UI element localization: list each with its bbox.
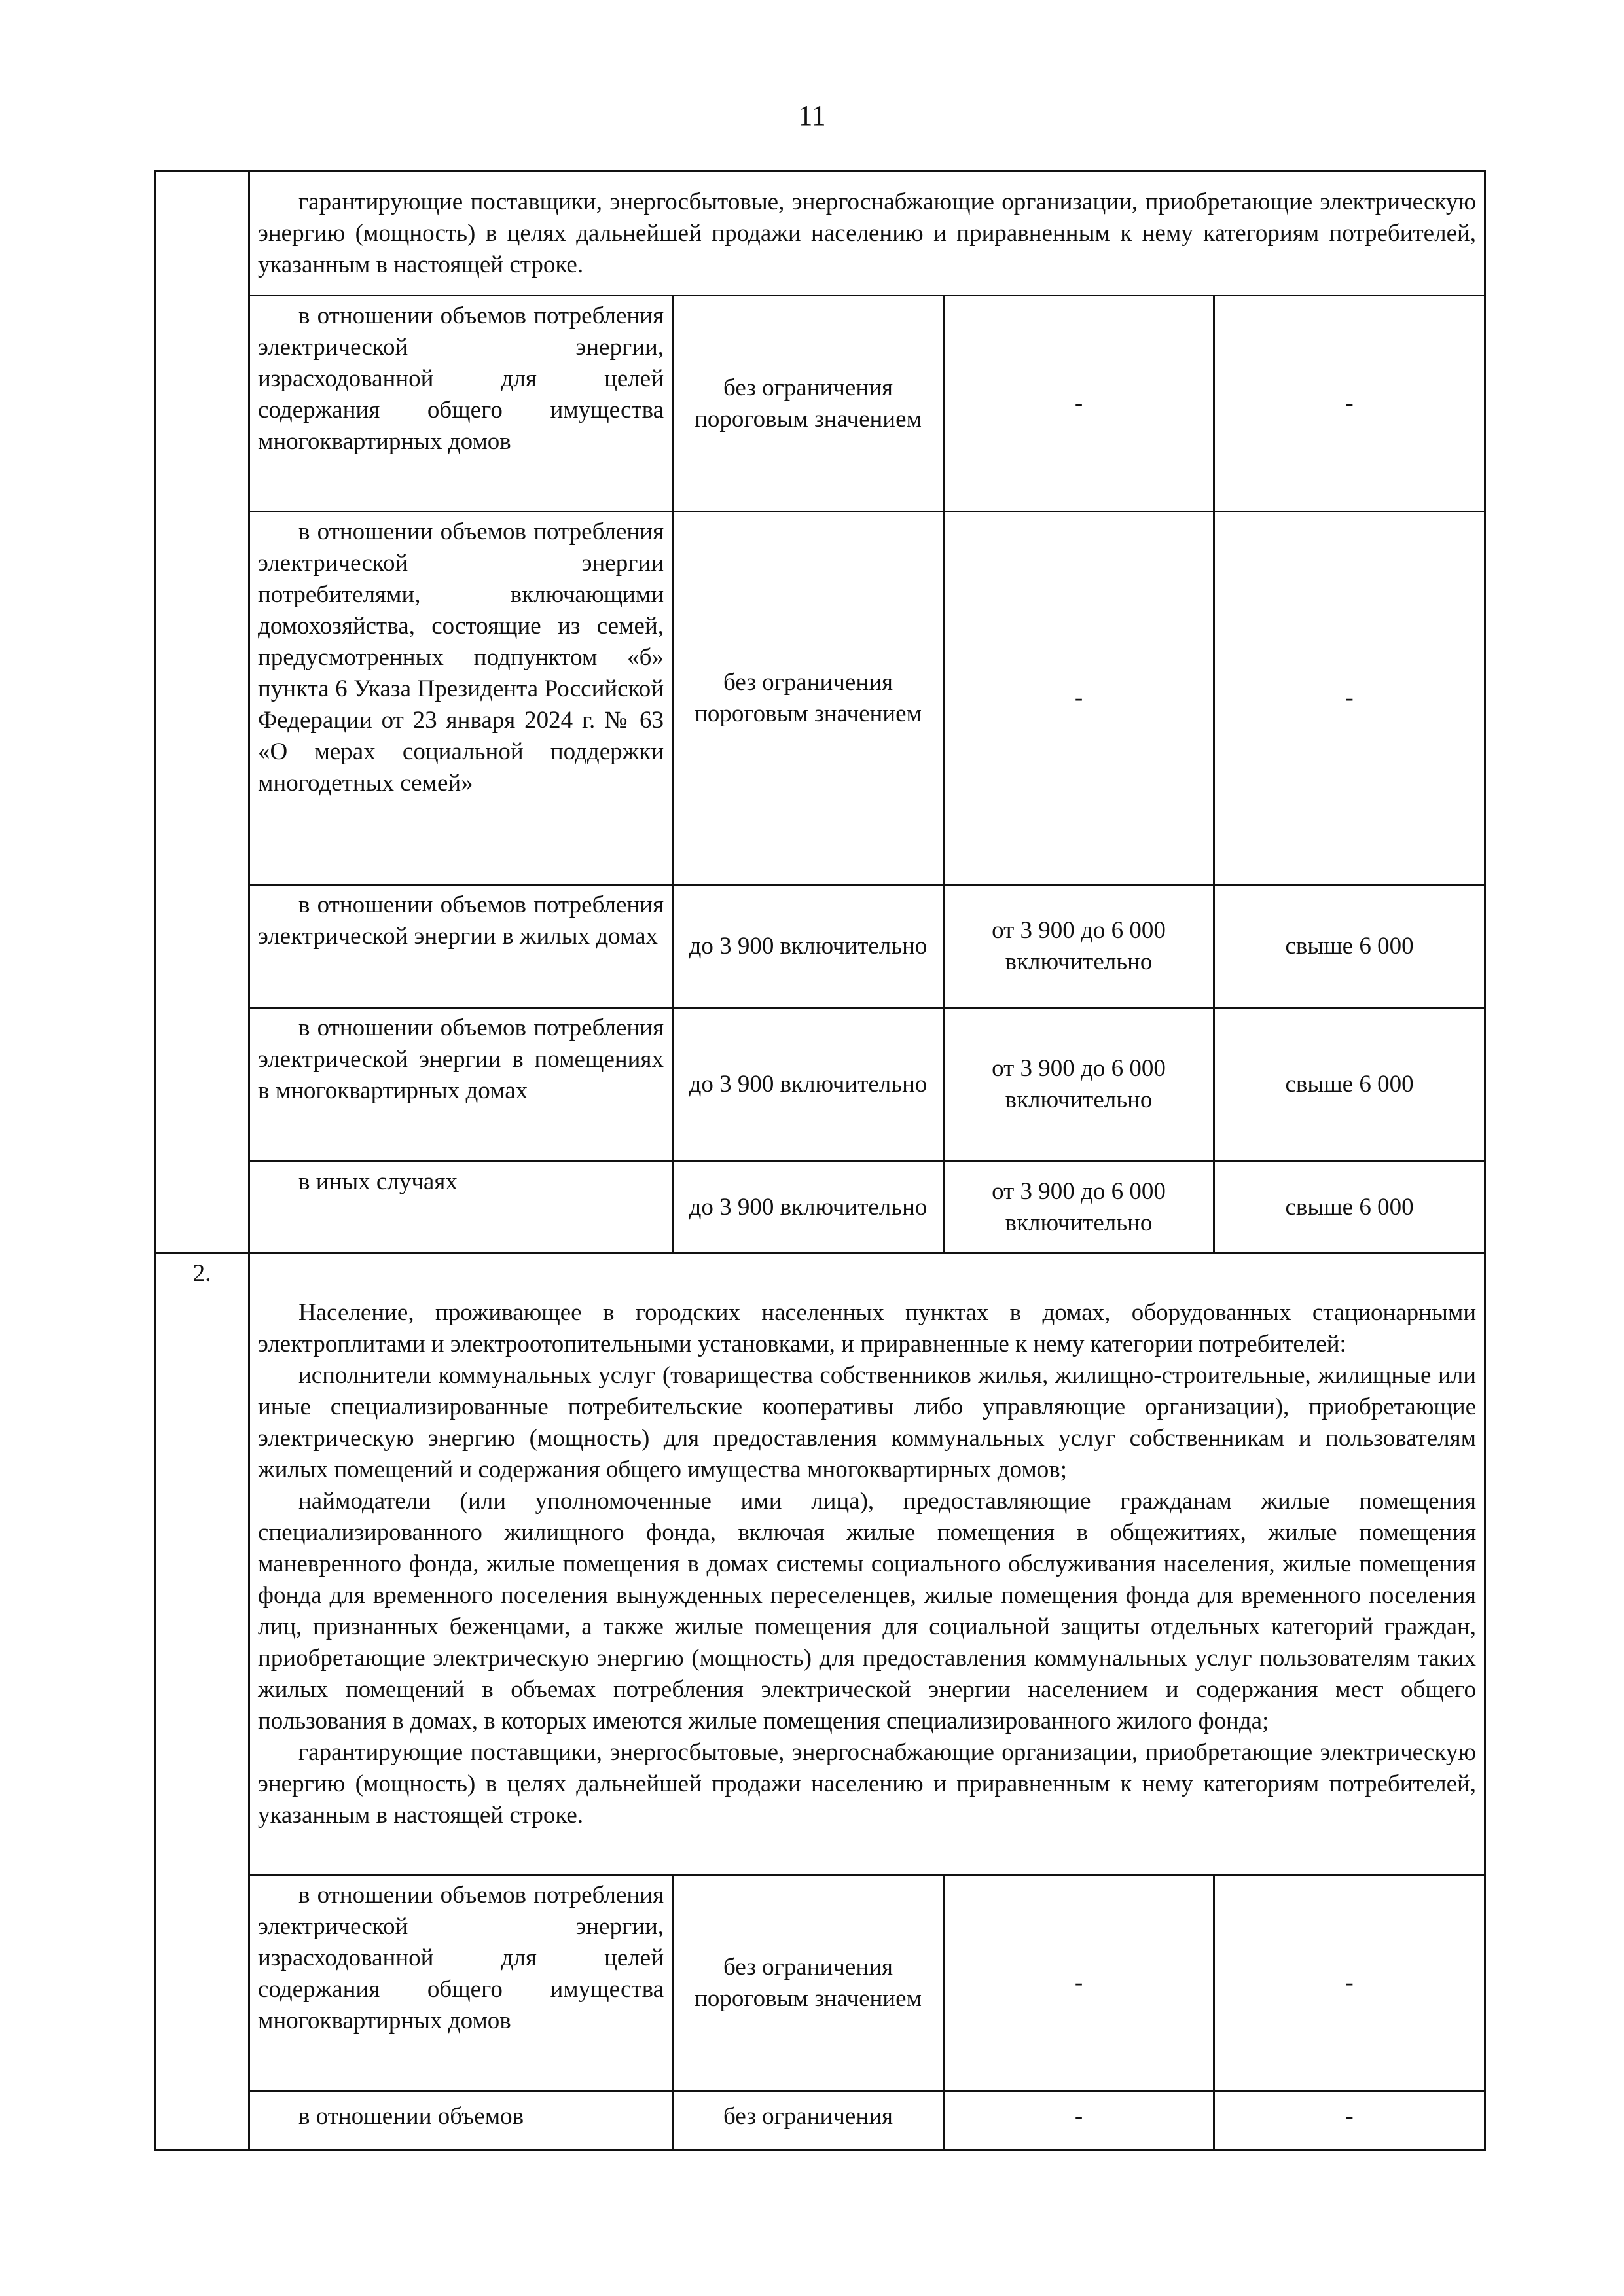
threshold-third: свыше 6 000: [1214, 1008, 1485, 1162]
threshold-first: без ограничения: [673, 2091, 944, 2150]
category-description: в отношении объемов: [249, 2091, 673, 2150]
threshold-first: без ограничения пороговым значением: [673, 296, 944, 512]
threshold-first: до 3 900 включительно: [673, 885, 944, 1008]
threshold-second: -: [944, 296, 1214, 512]
intro-paragraph: гарантирующие поставщики, энергосбытовые, энергоснабжающие организации, приобретающие электрическую энергию (мощность) в целях дальнейшей продажи населению и приравненным к нему категориям потребителей, указанным в настоящей строке.: [258, 188, 1477, 278]
category-description: в иных случаях: [249, 1162, 673, 1253]
table-row: [155, 885, 1485, 1008]
category-description: в отношении объемов потребления электрической энергии в жилых домах: [249, 885, 673, 1008]
page-number: 11: [798, 99, 826, 132]
row-number: 2.: [155, 1253, 249, 2150]
intro-paragraph: Население, проживающее в городских населенных пунктах в домах, оборудованных стационарными электроплитами и электроотопительными установками, и приравненные к нему категории потребителей:: [258, 1299, 1477, 1357]
threshold-second: -: [944, 1875, 1214, 2091]
threshold-third: -: [1214, 1875, 1485, 2091]
threshold-second: от 3 900 до 6 000 включительно: [944, 1162, 1214, 1253]
table-row: [155, 1008, 1485, 1162]
row-number-cell: [155, 171, 249, 1253]
threshold-first: до 3 900 включительно: [673, 1162, 944, 1253]
table-row: [155, 296, 1485, 512]
threshold-first: до 3 900 включительно: [673, 1008, 944, 1162]
intro-paragraph: гарантирующие поставщики, энергосбытовые, энергоснабжающие организации, приобретающие электрическую энергию (мощность) в целях дальнейшей продажи населению и приравненным к нему категориям потребителей, указанным в настоящей строке.: [258, 1738, 1477, 1829]
threshold-second: от 3 900 до 6 000 включительно: [944, 1008, 1214, 1162]
threshold-third: свыше 6 000: [1214, 1162, 1485, 1253]
table-row: [155, 512, 1485, 885]
category-description: в отношении объемов потребления электрической энергии, израсходованной для целей содержания общего имущества многоквартирных домов: [249, 1875, 673, 2091]
threshold-second: от 3 900 до 6 000 включительно: [944, 885, 1214, 1008]
category-description: в отношении объемов потребления электрической энергии потребителями, включающими домохозяйства, состоящие из семей, предусмотренных подпунктом «б» пункта 6 Указа Президента Российской Федерации от 23 января 2024 г. № 63 «О мерах социальной поддержки многодетных семей»: [249, 512, 673, 885]
table-row: [155, 2091, 1485, 2150]
row-intro-text: [249, 171, 1485, 296]
threshold-third: -: [1214, 296, 1485, 512]
tariff-table: [154, 170, 1486, 2151]
intro-paragraph: наймодатели (или уполномоченные ими лица), предоставляющие гражданам жилые помещения специализированного жилищного фонда, включая жилые помещения в общежитиях, жилые помещения маневренного фонда, жилые помещения в домах системы социального обслуживания населения, жилые помещения фонда для временного поселения вынужденных переселенцев, жилые помещения фонда для временного поселения лиц, признанных беженцами, а также жилые помещения для социальной защиты отдельных категорий граждан, приобретающие электрическую энергию (мощность) для предоставления коммунальных услуг пользователям таких жилых помещений в объемах потребления электрической энергии населением и содержания мест общего пользования в домах, в которых имеются жилые помещения специализированного жилого фонда;: [258, 1487, 1477, 1734]
threshold-first: без ограничения пороговым значением: [673, 512, 944, 885]
threshold-third: свыше 6 000: [1214, 885, 1485, 1008]
row-intro-text: [249, 1253, 1485, 1875]
threshold-second: -: [944, 2091, 1214, 2150]
category-description: в отношении объемов потребления электрической энергии, израсходованной для целей содержания общего имущества многоквартирных домов: [249, 296, 673, 512]
intro-paragraph: исполнители коммунальных услуг (товарищества собственников жилья, жилищно-строительные, жилищные или иные специализированные потребительские кооперативы либо управляющие организации), приобретающие электрическую энергию (мощность) для предоставления коммунальных услуг собственникам и пользователям жилых помещений и содержания общего имущества многоквартирных домов;: [258, 1361, 1477, 1483]
threshold-first: без ограничения пороговым значением: [673, 1875, 944, 2091]
table-row: [155, 1875, 1485, 2091]
threshold-third: -: [1214, 512, 1485, 885]
table-row: [155, 1253, 1485, 1875]
table-row: [155, 1162, 1485, 1253]
threshold-third: -: [1214, 2091, 1485, 2150]
category-description: в отношении объемов потребления электрической энергии в помещениях в многоквартирных домах: [249, 1008, 673, 1162]
table-row: [155, 171, 1485, 296]
threshold-second: -: [944, 512, 1214, 885]
